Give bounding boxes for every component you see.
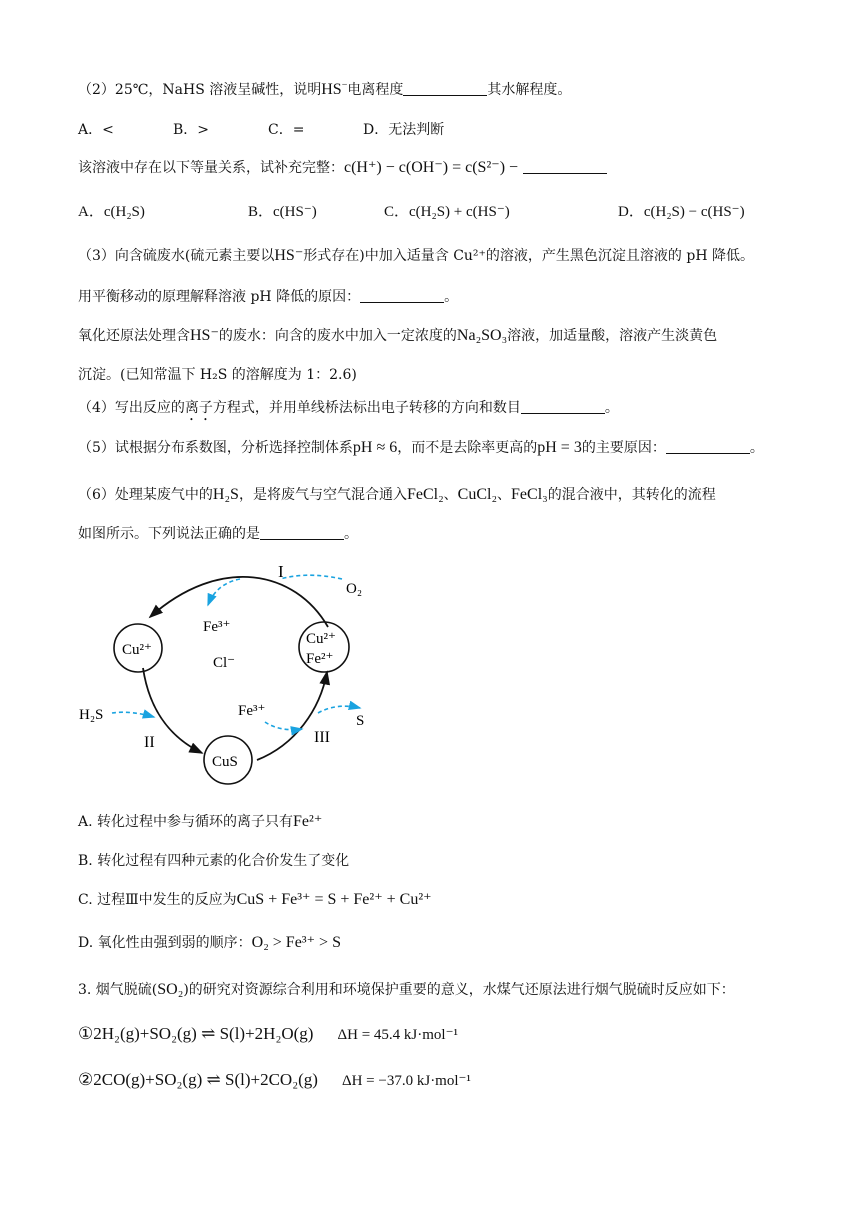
reaction-1-dh: ΔH = 45.4 kJ·mol⁻¹	[337, 1027, 458, 1043]
fecl2-formula: FeCl₂	[406, 486, 444, 503]
hs-ion-charge: −	[341, 79, 348, 91]
reaction-1-equation: ①2H₂(g)+SO₂(g) ⇌ S(l)+2H₂O(g)	[78, 1024, 314, 1043]
cu-right-label: Cu²⁺	[306, 631, 336, 647]
reaction-2	[78, 1070, 471, 1091]
answer-blank[interactable]	[360, 288, 444, 303]
q6-line2-end: 。	[344, 526, 358, 542]
cus-label: CuS	[212, 754, 238, 770]
choice-a-formula: Fe²⁺	[293, 813, 323, 830]
q2-line1-text: （2）25℃，NaHS 溶液呈碱性，说明	[78, 82, 322, 98]
cycle-arc-top	[150, 577, 328, 627]
q6-post: 的混合液中，其转化的流程	[547, 487, 716, 503]
q3-line2-text: 用平衡移动的原理解释溶液 pH 降低的原因：	[78, 289, 361, 305]
h2s-label: H₂S	[79, 707, 104, 723]
reaction-2-dh: ΔH = −37.0 kJ·mol⁻¹	[341, 1073, 471, 1089]
q4-emphasis: 离子	[184, 400, 213, 416]
q3-line4: 沉淀。(已知常温下 H₂S 的溶解度为 1：2.6)	[78, 367, 357, 383]
fe3-top-arrow	[208, 579, 240, 605]
q6-line2-text: 如图所示。下列说法正确的是	[78, 526, 260, 542]
s-label: S	[356, 713, 365, 729]
answer-blank[interactable]	[260, 525, 344, 540]
answer-blank[interactable]	[521, 399, 605, 414]
q2-line1-mid: 电离程度	[347, 82, 404, 98]
choice-a[interactable]	[78, 812, 322, 832]
hs-ion	[321, 81, 347, 98]
q4-line	[78, 398, 619, 424]
fe3-bottom-arrow	[265, 722, 302, 730]
so2-formula: SO₂	[157, 981, 184, 998]
reaction-1	[78, 1024, 458, 1045]
fecl3-formula: FeCl₃	[511, 486, 548, 503]
q3-line3-mid: 的废水：向含的废水中加入一定浓度的	[218, 328, 457, 344]
q2-eq-option-c[interactable]: C．c(H₂S) + c(HS⁻)	[384, 204, 510, 220]
step-i-label: I	[278, 562, 284, 581]
q5-mid: ，而不是去除率更高的	[397, 440, 538, 456]
choice-c-formula: CuS + Fe³⁺ = S + Fe²⁺ + Cu²⁺	[236, 891, 432, 908]
choice-d-formula: O₂ > Fe³⁺ > S	[251, 934, 341, 951]
q2-eq-option-a[interactable]: A．c(H₂S)	[78, 204, 145, 220]
hs-ion-base: HS	[321, 81, 342, 98]
hs-ion: HS⁻	[274, 247, 304, 264]
q6-text: （6）处理某废气中的	[78, 487, 213, 503]
h2s-arrow	[112, 712, 154, 717]
h2s-formula: H₂S	[212, 486, 239, 503]
q2-eq-line	[78, 158, 607, 178]
choice-c[interactable]	[78, 890, 432, 910]
fe3-top-label: Fe³⁺	[203, 619, 231, 635]
o2-arrow	[280, 575, 342, 579]
q2-option-c[interactable]: C．=	[268, 122, 305, 138]
q6-sep: 、	[443, 487, 458, 503]
answer-blank[interactable]	[666, 439, 750, 454]
q4-text: （4）写出反应的	[78, 400, 185, 416]
q2-eq-option-d[interactable]: D．c(H₂S) − c(HS⁻)	[618, 204, 745, 220]
step-ii-label: II	[144, 734, 155, 751]
choice-d-text: D. 氧化性由强到弱的顺序：	[78, 935, 252, 951]
cucl2-formula: CuCl₂	[457, 486, 498, 503]
fe2-right-label: Fe²⁺	[306, 651, 334, 667]
reaction-2-equation: ②2CO(g)+SO₂(g) ⇌ S(l)+2CO₂(g)	[78, 1070, 318, 1089]
cl-label: Cl⁻	[213, 655, 236, 671]
q2-eq-formula: c(H⁺) − c(OH⁻) = c(S²⁻) −	[344, 159, 519, 176]
q6-mid: ，是将废气与空气混合通入	[238, 487, 407, 503]
answer-blank[interactable]	[523, 159, 607, 174]
choice-d[interactable]	[78, 933, 341, 953]
q5-post: 的主要原因：	[581, 440, 666, 456]
s-arrow	[318, 706, 360, 713]
q3-line2	[78, 287, 458, 307]
q4-text-post: 方程式，并用单线桥法标出电子转移的方向和数目	[212, 400, 521, 416]
cycle-diagram	[70, 555, 390, 795]
q2-line1-end: 其水解程度。	[487, 82, 572, 98]
choice-a-text: A. 转化过程中参与循环的离子只有	[78, 814, 294, 830]
fe3-bottom-label: Fe³⁺	[238, 703, 266, 719]
q2-option-d[interactable]: D．无法判断	[363, 122, 445, 138]
q2-option-b[interactable]: B．>	[173, 122, 210, 138]
q-next-post: )的研究对资源综合利用和环境保护重要的意义，水煤气还原法进行烟气脱硫时反应如下：	[183, 982, 735, 998]
q4-end: 。	[604, 400, 619, 416]
q-next-text: 3. 烟气脱硫(	[78, 982, 158, 998]
choice-b-text: B. 转化过程有四种元素的化合价发生了变化	[78, 853, 350, 869]
q5-text: （5）试根据分布系数图，分析选择控制体系	[78, 440, 353, 456]
q2-line1	[78, 80, 571, 100]
q3-line3-text: 氧化还原法处理含	[78, 328, 190, 344]
cycle-arc-right	[257, 672, 327, 760]
choice-c-text: C. 过程Ⅲ中发生的反应为	[78, 892, 237, 908]
q2-eq-option-b[interactable]: B．c(HS⁻)	[248, 204, 317, 220]
q3-line1-text: （3）向含硫废水(硫元素主要以	[78, 248, 275, 264]
q3-line3-end: 溶液，加适量酸，溶液产生淡黄色	[507, 328, 718, 344]
q3-line1	[78, 246, 754, 266]
hs-ion: HS⁻	[190, 327, 219, 344]
ph-6-formula: pH ≈ 6	[352, 439, 398, 456]
q6-sep: 、	[497, 487, 512, 503]
q-next-line	[78, 980, 735, 1000]
q2-option-a[interactable]: A．<	[78, 122, 114, 138]
q6-line2	[78, 524, 358, 544]
q5-line	[78, 438, 764, 458]
cu-left-label: Cu²⁺	[122, 642, 152, 658]
ph-3-formula: pH = 3	[537, 439, 582, 456]
o2-label: O₂	[346, 581, 363, 597]
na2so3-formula: Na₂SO₃	[456, 327, 508, 344]
step-iii-label: III	[314, 729, 330, 746]
q3-line2-end: 。	[444, 289, 459, 305]
q5-end: 。	[749, 440, 764, 456]
answer-blank[interactable]	[403, 81, 487, 96]
q2-eq-intro: 该溶液中存在以下等量关系，试补充完整：	[78, 160, 344, 176]
choice-b[interactable]	[78, 851, 349, 871]
q6-line1	[78, 485, 716, 505]
q3-line3	[78, 326, 717, 346]
q3-line1-end: 形式存在)中加入适量含 Cu²⁺的溶液，产生黑色沉淀且溶液的 pH 降低。	[303, 248, 754, 264]
